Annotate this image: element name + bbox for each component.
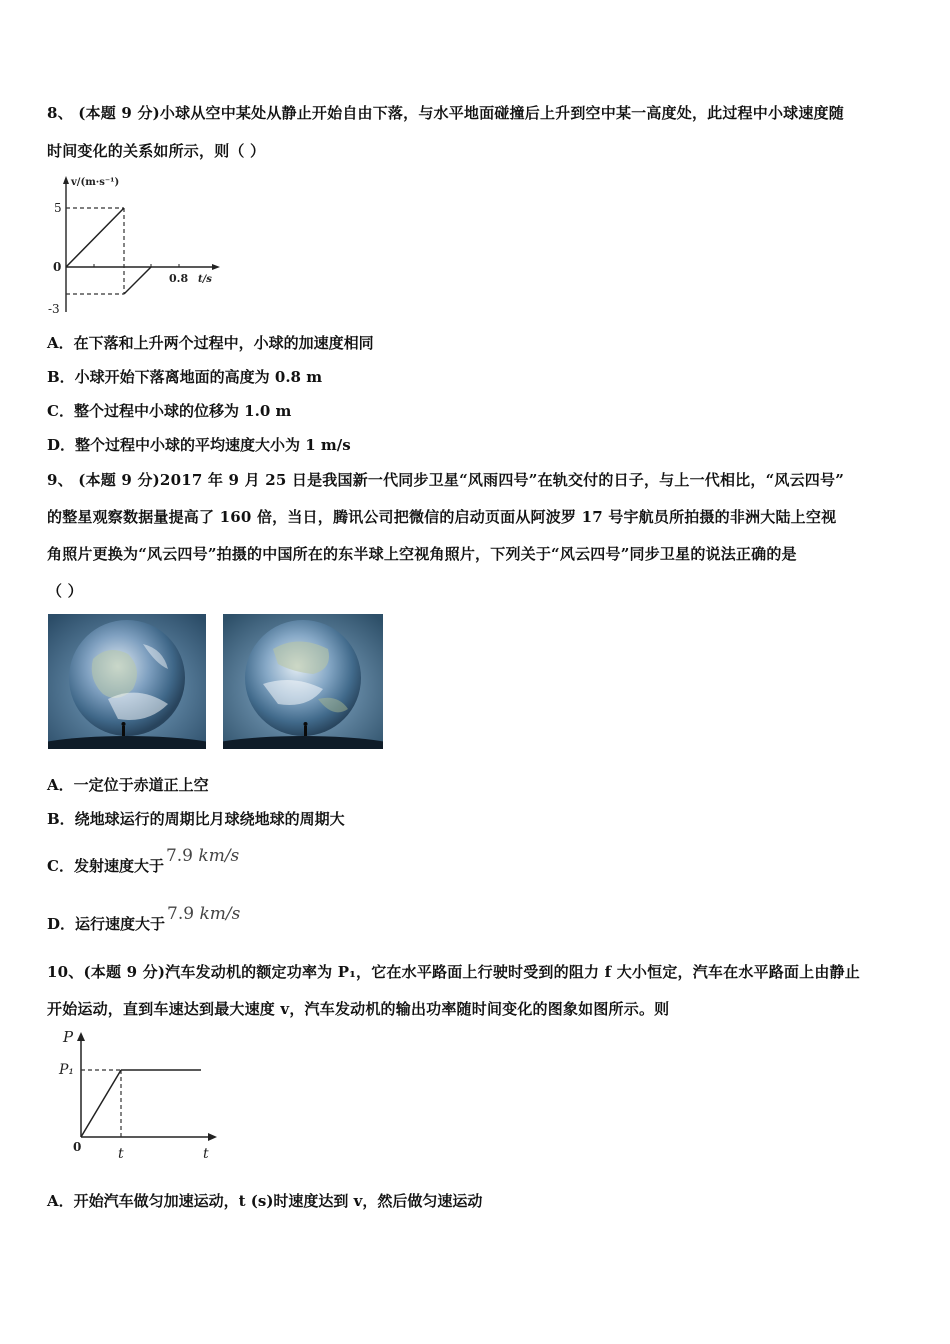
- q8-option-d[interactable]: D．整个过程中小球的平均速度大小为 1 m/s: [47, 436, 351, 454]
- q8-velocity-time-chart: [44, 172, 234, 317]
- q10-t-tick: t: [118, 1146, 124, 1162]
- q8-rebound-line: [124, 267, 151, 294]
- q9-option-c-speed: 7.9 km/s: [165, 846, 240, 866]
- q8-option-c[interactable]: C．整个过程中小球的位移为 1.0 m: [47, 402, 292, 420]
- q8-y-axis-label: v/(m·s⁻¹): [71, 177, 120, 188]
- q10-option-a[interactable]: A．开始汽车做匀加速运动，t (s)时速度达到 v，然后做匀速运动: [47, 1192, 483, 1210]
- q8-y-tick-top: 5: [54, 201, 62, 215]
- q10-stem-line1: 10、(本题 9 分)汽车发动机的额定功率为 P₁，它在水平路面上行驶时受到的阻力 f 大小恒定，汽车在水平路面上由静止: [47, 963, 860, 981]
- q9-option-b[interactable]: B．绕地球运行的周期比月球绕地球的周期大: [47, 810, 345, 828]
- q8-origin-label: 0: [53, 260, 62, 274]
- q10-x-axis-arrow: [208, 1133, 217, 1141]
- q8-x-axis-label: t/s: [198, 274, 212, 285]
- q10-power-time-chart: [55, 1024, 235, 1169]
- q9-option-c-text: C．发射速度大于: [47, 857, 164, 875]
- q8-option-b[interactable]: B．小球开始下落离地面的高度为 0.8 m: [47, 368, 323, 386]
- q8-stem-line1: 8、 (本题 9 分)小球从空中某处从静止开始自由下落，与水平地面碰撞后上升到空中某一高度处，此过程中小球速度随: [47, 104, 844, 122]
- q8-stem-line2: 时间变化的关系如所示，则（ ）: [47, 142, 266, 160]
- q9-option-d-speed: 7.9 km/s: [167, 904, 241, 924]
- q8-y-tick-bottom: -3: [48, 302, 60, 316]
- q9-option-d-text: D．运行速度大于: [47, 915, 166, 933]
- q10-x-axis-label: t: [203, 1146, 209, 1162]
- q9-option-a[interactable]: A．一定位于赤道正上空: [47, 776, 209, 794]
- q10-y-axis-label: P: [63, 1028, 74, 1046]
- q9-stem-line3: 角照片更换为“风云四号”拍摄的中国所在的东半球上空视角照片，下列关于“风云四号”同步卫星的说法正确的是: [47, 545, 797, 563]
- q10-stem-line2: 开始运动，直到车速达到最大速度 v，汽车发动机的输出功率随时间变化的图象如图所示。则: [47, 1000, 670, 1018]
- q8-x-axis-arrow: [212, 264, 220, 270]
- q9-option-d[interactable]: [47, 904, 241, 934]
- q9-stem-line4: （ ）: [47, 582, 83, 600]
- q10-p1-label: P₁: [59, 1062, 75, 1078]
- q8-x-tick: 0.8: [169, 272, 189, 285]
- q10-ramp-line: [81, 1070, 121, 1137]
- q8-y-axis-arrow: [63, 176, 69, 184]
- q10-y-axis-arrow: [77, 1032, 85, 1041]
- q9-option-c[interactable]: [47, 846, 240, 876]
- earth-photo-africa: [48, 614, 206, 749]
- q10-origin-label: 0: [73, 1140, 82, 1154]
- earth-photo-asia: [223, 614, 383, 749]
- q8-fall-line: [66, 208, 124, 267]
- q9-stem-line1: 9、 (本题 9 分)2017 年 9 月 25 日是我国新一代同步卫星“风雨四号”在轨交付的日子，与上一代相比，“风云四号”: [47, 471, 845, 489]
- q9-stem-line2: 的整星观察数据量提高了 160 倍，当日，腾讯公司把微信的启动页面从阿波罗 17 号宇航员所拍摄的非洲大陆上空视: [47, 508, 837, 526]
- q8-option-a[interactable]: A．在下落和上升两个过程中，小球的加速度相同: [47, 334, 374, 352]
